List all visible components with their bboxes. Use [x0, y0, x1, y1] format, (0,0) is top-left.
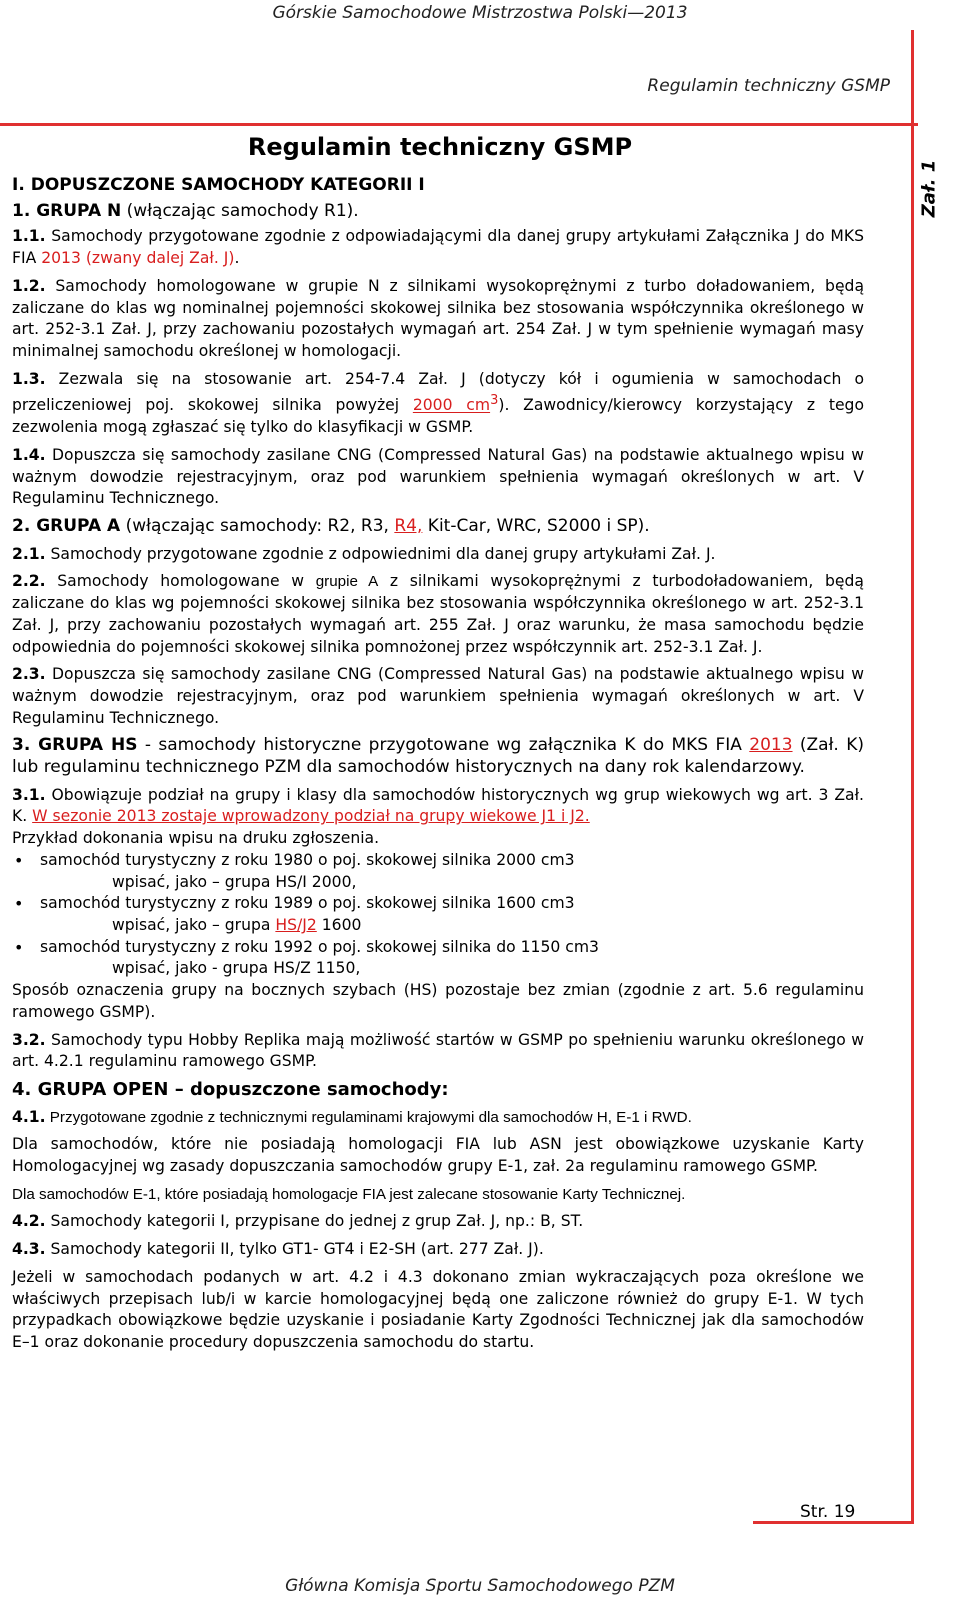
paragraph-4-1: 4.1. Przygotowane zgodnie z technicznymi regulaminami krajowymi dla samochodów H, E-1 i RWD. [12, 1107, 692, 1126]
list-item: • samochód turystyczny z roku 1992 o poj. skokowej silnika do 1150 cm3 wpisać, jako - grupa HS/Z 1150, [12, 937, 864, 980]
list-item-detail: wpisać, jako – grupa HS/I 2000, [112, 872, 357, 891]
paragraph-1-2: 1.2. Samochody homologowane w grupie N z silnikami wysokoprężnymi z turbo doładowaniem, będą zaliczane do klas wg nominalnej pojemności skokowej silnika bez stosowania współczynnika określonego w art. 252-3.1 Zał. J, przy zachowaniu pozostałych wymagań art. 254 Zał. J w tym spełnienie wymagań masy minimalnej samochodu określonej w homologacji. [12, 276, 864, 360]
footer-text: Główna Komisja Sportu Samochodowego PZM [285, 1576, 675, 1596]
paragraph-2-2: 2.2. Samochody homologowane w grupie A z silnikami wysokoprężnymi z turbodoładowaniem, będą zaliczane do klas wg pojemności skokowej silnika bez stosowania współczynnika określonego w art. 252-3.1 Zał. J, przy zachowaniu pozostałych wymagań art. 255 Zał. J oraz warunku, że masa samochodu będzie odpowiednia do pojemności skokowej silnika pomnożonej przez współczynnik art. 252-3.1 Zał. J. [12, 572, 864, 656]
paragraph-3-1: 3.1. Obowiązuje podział na grupy i klasy dla samochodów historycznych wg grup wiekowych wg art. 3 Zał. K. W sezonie 2013 zostaje wprowadzony podział na grupy wiekowe J1 i J2. Przykład dokonania wpisu na druku zgłoszenia. [12, 785, 864, 848]
header-right-title: Regulamin techniczny GSMP [647, 76, 890, 96]
list-item: • samochód turystyczny z roku 1989 o poj. skokowej silnika 1600 cm3 wpisać, jako – grupa HS/J2 1600 [12, 893, 864, 936]
paragraph-4-1-c: Dla samochodów E-1, które posiadają homologacje FIA jest zalecane stosowanie Karty Technicznej. [12, 1185, 686, 1203]
paragraph-1-1: 1.1. Samochody przygotowane zgodnie z odpowiadającymi dla danej grupy artykułami Załącznika J do MKS FIA 2013 (zwany dalej Zał. J). [12, 227, 864, 268]
category-heading: I. DOPUSZCZONE SAMOCHODY KATEGORII I [12, 175, 425, 195]
group-a-heading: 2. GRUPA A (włączając samochody: R2, R3, R4, Kit-Car, WRC, S2000 i SP). [12, 516, 650, 537]
group-open-heading: 4. GRUPA OPEN – dopuszczone samochody: [12, 1078, 449, 1100]
paragraph-1-3: 1.3. Zezwala się na stosowanie art. 254-7.4 Zał. J (dotyczy kół i ogumienia w samochodach o przeliczeniowej poj. skokowej silnika powyżej 2000 $cm^3$). Zawodnicy/kierowcy korzystający z tego zezwolenia mogą zgłaszać się tylko do klasyfikacji w GSMP. [12, 369, 864, 437]
group-hs-heading: 3. GRUPA HS - samochody historyczne przygotowane wg załącznika K do MKS FIA 2013 (Zał. K) lub regulaminu technicznego PZM dla samochodów historycznych na dany rok kalendarzowy. [12, 735, 864, 778]
paragraph-3-1-note: Sposób oznaczenia grupy na bocznych szybach (HS) pozostaje bez zmian (zgodnie z art. 5.6 regulaminu ramowego GSMP). [12, 981, 864, 1021]
paragraph-2-3: 2.3. Dopuszcza się samochody zasilane CNG (Compressed Natural Gas) na podstawie aktualnego wpisu w ważnym dowodzie rejestracyjnym, oraz pod warunkiem spełnienia wymagań określonych w art. V Regulaminu Technicznego. [12, 665, 864, 727]
document-body [12, 175, 864, 1360]
paragraph-4-3: 4.3. Samochody kategorii II, tylko GT1- GT4 i E2-SH (art. 277 Zał. J). [12, 1240, 544, 1259]
paragraph-3-2: 3.2. Samochody typu Hobby Replika mają możliwość startów w GSMP po spełnieniu warunku określonego w art. 4.2.1 regulaminu ramowego GSMP. [12, 1030, 864, 1071]
paragraph-4-3-b: Jeżeli w samochodach podanych w art. 4.2 i 4.3 dokonano zmian wykraczających poza określone we właściwych przepisach lub/i w karcie homologacyjnej będą one zaliczone również do grupy E-1. W tych przypadkach obowiązkowe będzie uzyskanie i posiadanie Karty Zgodności Technicznej jak dla samochodów E–1 oraz dokonanie procedury dopuszczenia samochodu do startu. [12, 1267, 864, 1351]
example-list [12, 850, 864, 980]
list-item-detail: wpisać, jako – grupa HS/J2 1600 [112, 915, 362, 934]
margin-rule [911, 30, 914, 1524]
side-label-text: Zał. 1 [918, 159, 940, 218]
side-label [918, 150, 958, 230]
list-item: • samochód turystyczny z roku 1980 o poj. skokowej silnika 2000 cm3 wpisać, jako – grupa HS/I 2000, [12, 850, 864, 893]
header-rule [0, 123, 918, 126]
page-title: Regulamin techniczny GSMP [247, 133, 633, 161]
group-n-heading: 1. GRUPA N (włączając samochody R1). [12, 200, 359, 221]
paragraph-2-1: 2.1. Samochody przygotowane zgodnie z odpowiednimi dla danej grupy artykułami Zał. J. [12, 544, 716, 563]
paragraph-4-1-b: Dla samochodów, które nie posiadają homologacji FIA lub ASN jest obowiązkowe uzyskanie Karty Homologacyjnej wg zasady dopuszczania samochodów grupy E-1, zał. 2a regulaminu ramowego GSMP. [12, 1135, 864, 1176]
list-item-detail: wpisać, jako - grupa HS/Z 1150, [112, 959, 361, 978]
header-top-title: Górskie Samochodowe Mistrzostwa Polski—2013 [272, 3, 688, 23]
paragraph-1-4: 1.4. Dopuszcza się samochody zasilane CNG (Compressed Natural Gas) na podstawie aktualnego wpisu w ważnym dowodzie rejestracyjnym, oraz pod warunkiem spełnienia wymagań określonych w art. V Regulaminu Technicznego. [12, 445, 864, 508]
paragraph-4-2: 4.2. Samochody kategorii I, przypisane do jednej z grup Zał. J, np.: B, ST. [12, 1212, 584, 1231]
page-number: Str. 19 [800, 1502, 856, 1522]
